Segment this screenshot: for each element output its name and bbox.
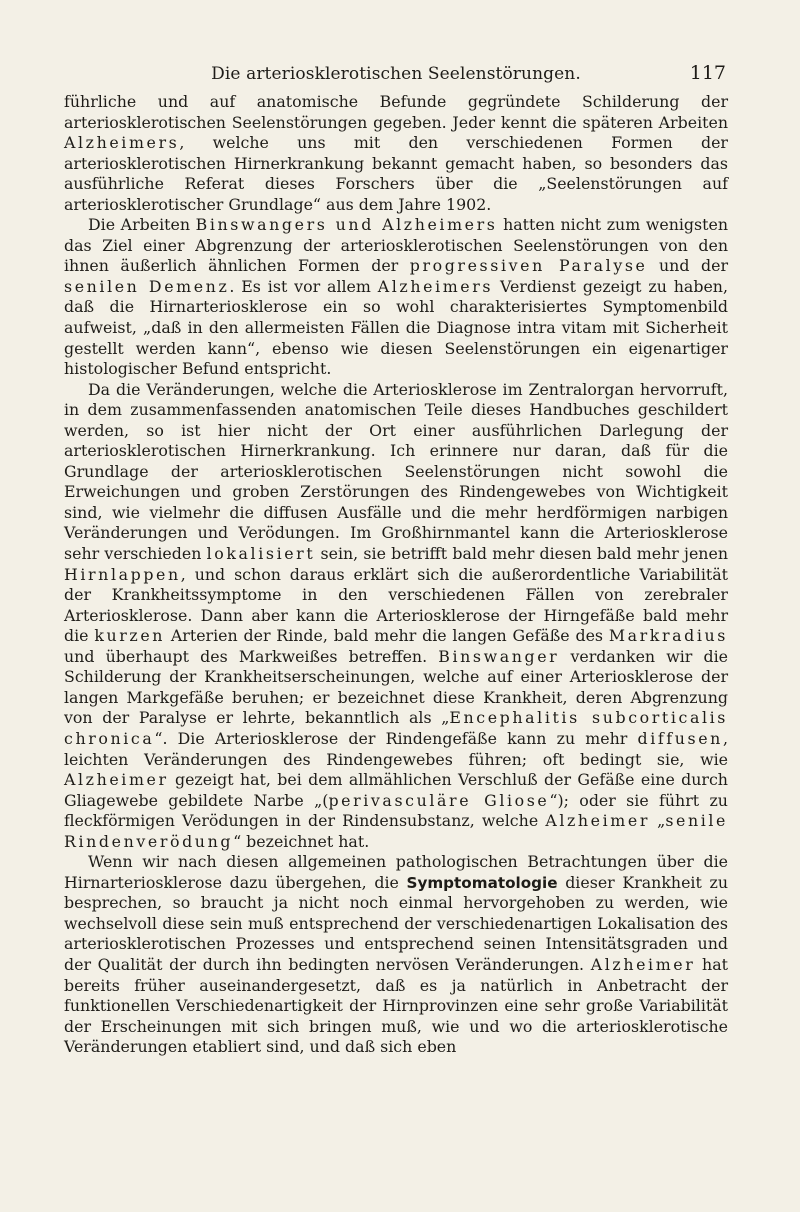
paragraph-4	[64, 852, 728, 1057]
text-run: , leichten Veränderungen des Rindengewebes führen; oft bedingt sie, wie	[64, 728, 728, 769]
paragraph-1	[64, 92, 728, 215]
spaced-emphasis: Alzheimer	[545, 811, 650, 831]
text-run: “); oder sie führt zu fleckförmigen Verödungen in der Rindensubstanz, welche	[64, 790, 728, 831]
text-run: Verdienst gezeigt zu haben, daß die Hirnarteriosklerose ein so wohl charakterisiertes Symptomenbild aufweist, „daß in den allermeisten Fällen die Diagnose intra vitam mit Sicherheit gestellt werden kann“, ebenso wie diesen Seelenstörungen ein eigenartiger histologischer Befund entspricht.	[64, 276, 728, 379]
spaced-emphasis: Hirnlappen	[64, 564, 181, 584]
running-head	[66, 52, 726, 84]
text-run: verdanken wir die Schilderung der Krankheitserscheinungen, welche auf einer Arteriosklerose der langen Markgefäße beruhen; er bezeichnet diese Krankheit, deren Abgrenzung von der Paralyse er lehrte, bekanntlich als „	[64, 646, 728, 728]
spaced-emphasis: lokalisiert	[206, 544, 316, 564]
spaced-emphasis: Binswangers und Alzheimers	[195, 215, 498, 235]
text-run: “ bezeichnet hat.	[233, 831, 370, 851]
spaced-emphasis: progressiven Paralyse	[409, 256, 648, 276]
spaced-emphasis: senile Rindenverödung	[64, 811, 728, 851]
page-number: 117	[689, 62, 726, 84]
text-run: hatten nicht zum wenigsten das Ziel einer Abgrenzung der arteriosklerotischen Seelenstörungen von den ihnen äußerlich ähnlichen Formen der	[64, 215, 729, 276]
text-run: Die Arbeiten	[88, 215, 196, 235]
text-run: gezeigt hat, bei dem allmählichen Verschluß der Gefäße eine durch Gliagewebe gebildete Narbe „(	[64, 770, 728, 810]
text-run: , welche uns mit den verschiedenen Formen der arteriosklerotischen Hirnerkrankung bekannt gemacht haben, so besonders das ausführliche Referat dieses Forschers über die „Seelenstörungen auf arteriosklerotischer Grundlage“ aus dem Jahre 1902.	[64, 133, 728, 214]
text-run: führliche und auf anatomische Befunde gegründete Schilderung der arteriosklerotischen Seelenstörungen gegeben. Jeder kennt die späteren Arbeiten	[64, 92, 728, 132]
spaced-emphasis: Alzheimer	[64, 770, 169, 790]
text-run: “. Die Arteriosklerose der Rindengefäße kann zu mehr	[154, 728, 638, 748]
spaced-emphasis: senilen Demenz	[64, 276, 230, 296]
text-run: . Es ist vor allem	[229, 276, 378, 296]
bold-emphasis: Symptomatologie	[406, 873, 558, 892]
text-run: , und schon daraus erklärt sich die außerordentliche Variabilität der Krankheitssymptome in den verschiedenen Fällen von zerebraler Arteriosklerose. Dann aber kann die Arteriosklerose der Hirngefäße bald mehr die	[64, 564, 728, 646]
body-text	[64, 92, 728, 1058]
spaced-emphasis: diffusen	[637, 728, 723, 748]
spaced-emphasis: Encephalitis subcorticalis chronica	[64, 708, 728, 748]
paragraph-2	[64, 215, 728, 379]
text-run: Wenn wir nach diesen allgemeinen pathologischen Betrachtungen über die Hirnarteriosklerose dazu übergehen, die	[64, 852, 728, 892]
text-run: Arterien der Rinde, bald mehr die langen Gefäße des	[165, 626, 609, 646]
paragraph-3	[64, 380, 728, 853]
spaced-emphasis: Alzheimers	[64, 133, 180, 153]
text-run: dieser Krankheit zu besprechen, so braucht ja nicht noch einmal hervorgehoben zu werden, wie wechselvoll diese sein muß entsprechend der verschiedenartigen Lokalisation des arteriosklerotischen Prozesses und entsprechend seinen Intensitätsgraden und der Qualität der durch ihn bedingten nervösen Veränderungen.	[64, 872, 728, 974]
text-run: sein, sie betrifft bald mehr diesen bald mehr jenen	[315, 544, 728, 564]
spaced-emphasis: Markradius	[608, 626, 728, 646]
spaced-emphasis: kurzen	[94, 626, 166, 646]
spaced-emphasis: perivasculäre Gliose	[328, 790, 550, 810]
spaced-emphasis: Alzheimers	[377, 276, 494, 296]
text-run: „	[649, 811, 666, 831]
spaced-emphasis: Alzheimer	[590, 954, 696, 974]
text-run: Da die Veränderungen, welche die Arteriosklerose im Zentralorgan hervorruft, in dem zusammenfassenden anatomischen Teile dieses Handbuches geschildert werden, so ist hier nicht der Ort einer ausführlichen Darlegung der arteriosklerotischen Hirnerkrankung. Ich erinnere nur daran, daß für die Grundlage der arteriosklerotischen Seelenstörungen nicht sowohl die Erweichungen und groben Zerstörungen des Rindengewebes von Wichtigkeit sind, wie vielmehr die diffusen Ausfälle und die mehr herdförmigen narbigen Veränderungen und Verödungen. Im Großhirnmantel kann die Arteriosklerose sehr verschieden	[64, 379, 728, 564]
spaced-emphasis: Binswanger	[438, 646, 560, 666]
running-title: Die arteriosklerotischen Seelenstörungen.	[211, 64, 581, 84]
text-run: und überhaupt des Markweißes betreffen.	[64, 646, 439, 666]
text-run: hat bereits früher auseinandergesetzt, daß es ja natürlich in Anbetracht der funktionellen Verschiedenartigkeit der Hirnprovinzen eine sehr große Variabilität der Erscheinungen mit sich bringen muß, wie und wo die arteriosklerotische Veränderungen etabliert sind, und daß sich eben	[64, 954, 728, 1057]
text-run: und der	[647, 256, 728, 276]
